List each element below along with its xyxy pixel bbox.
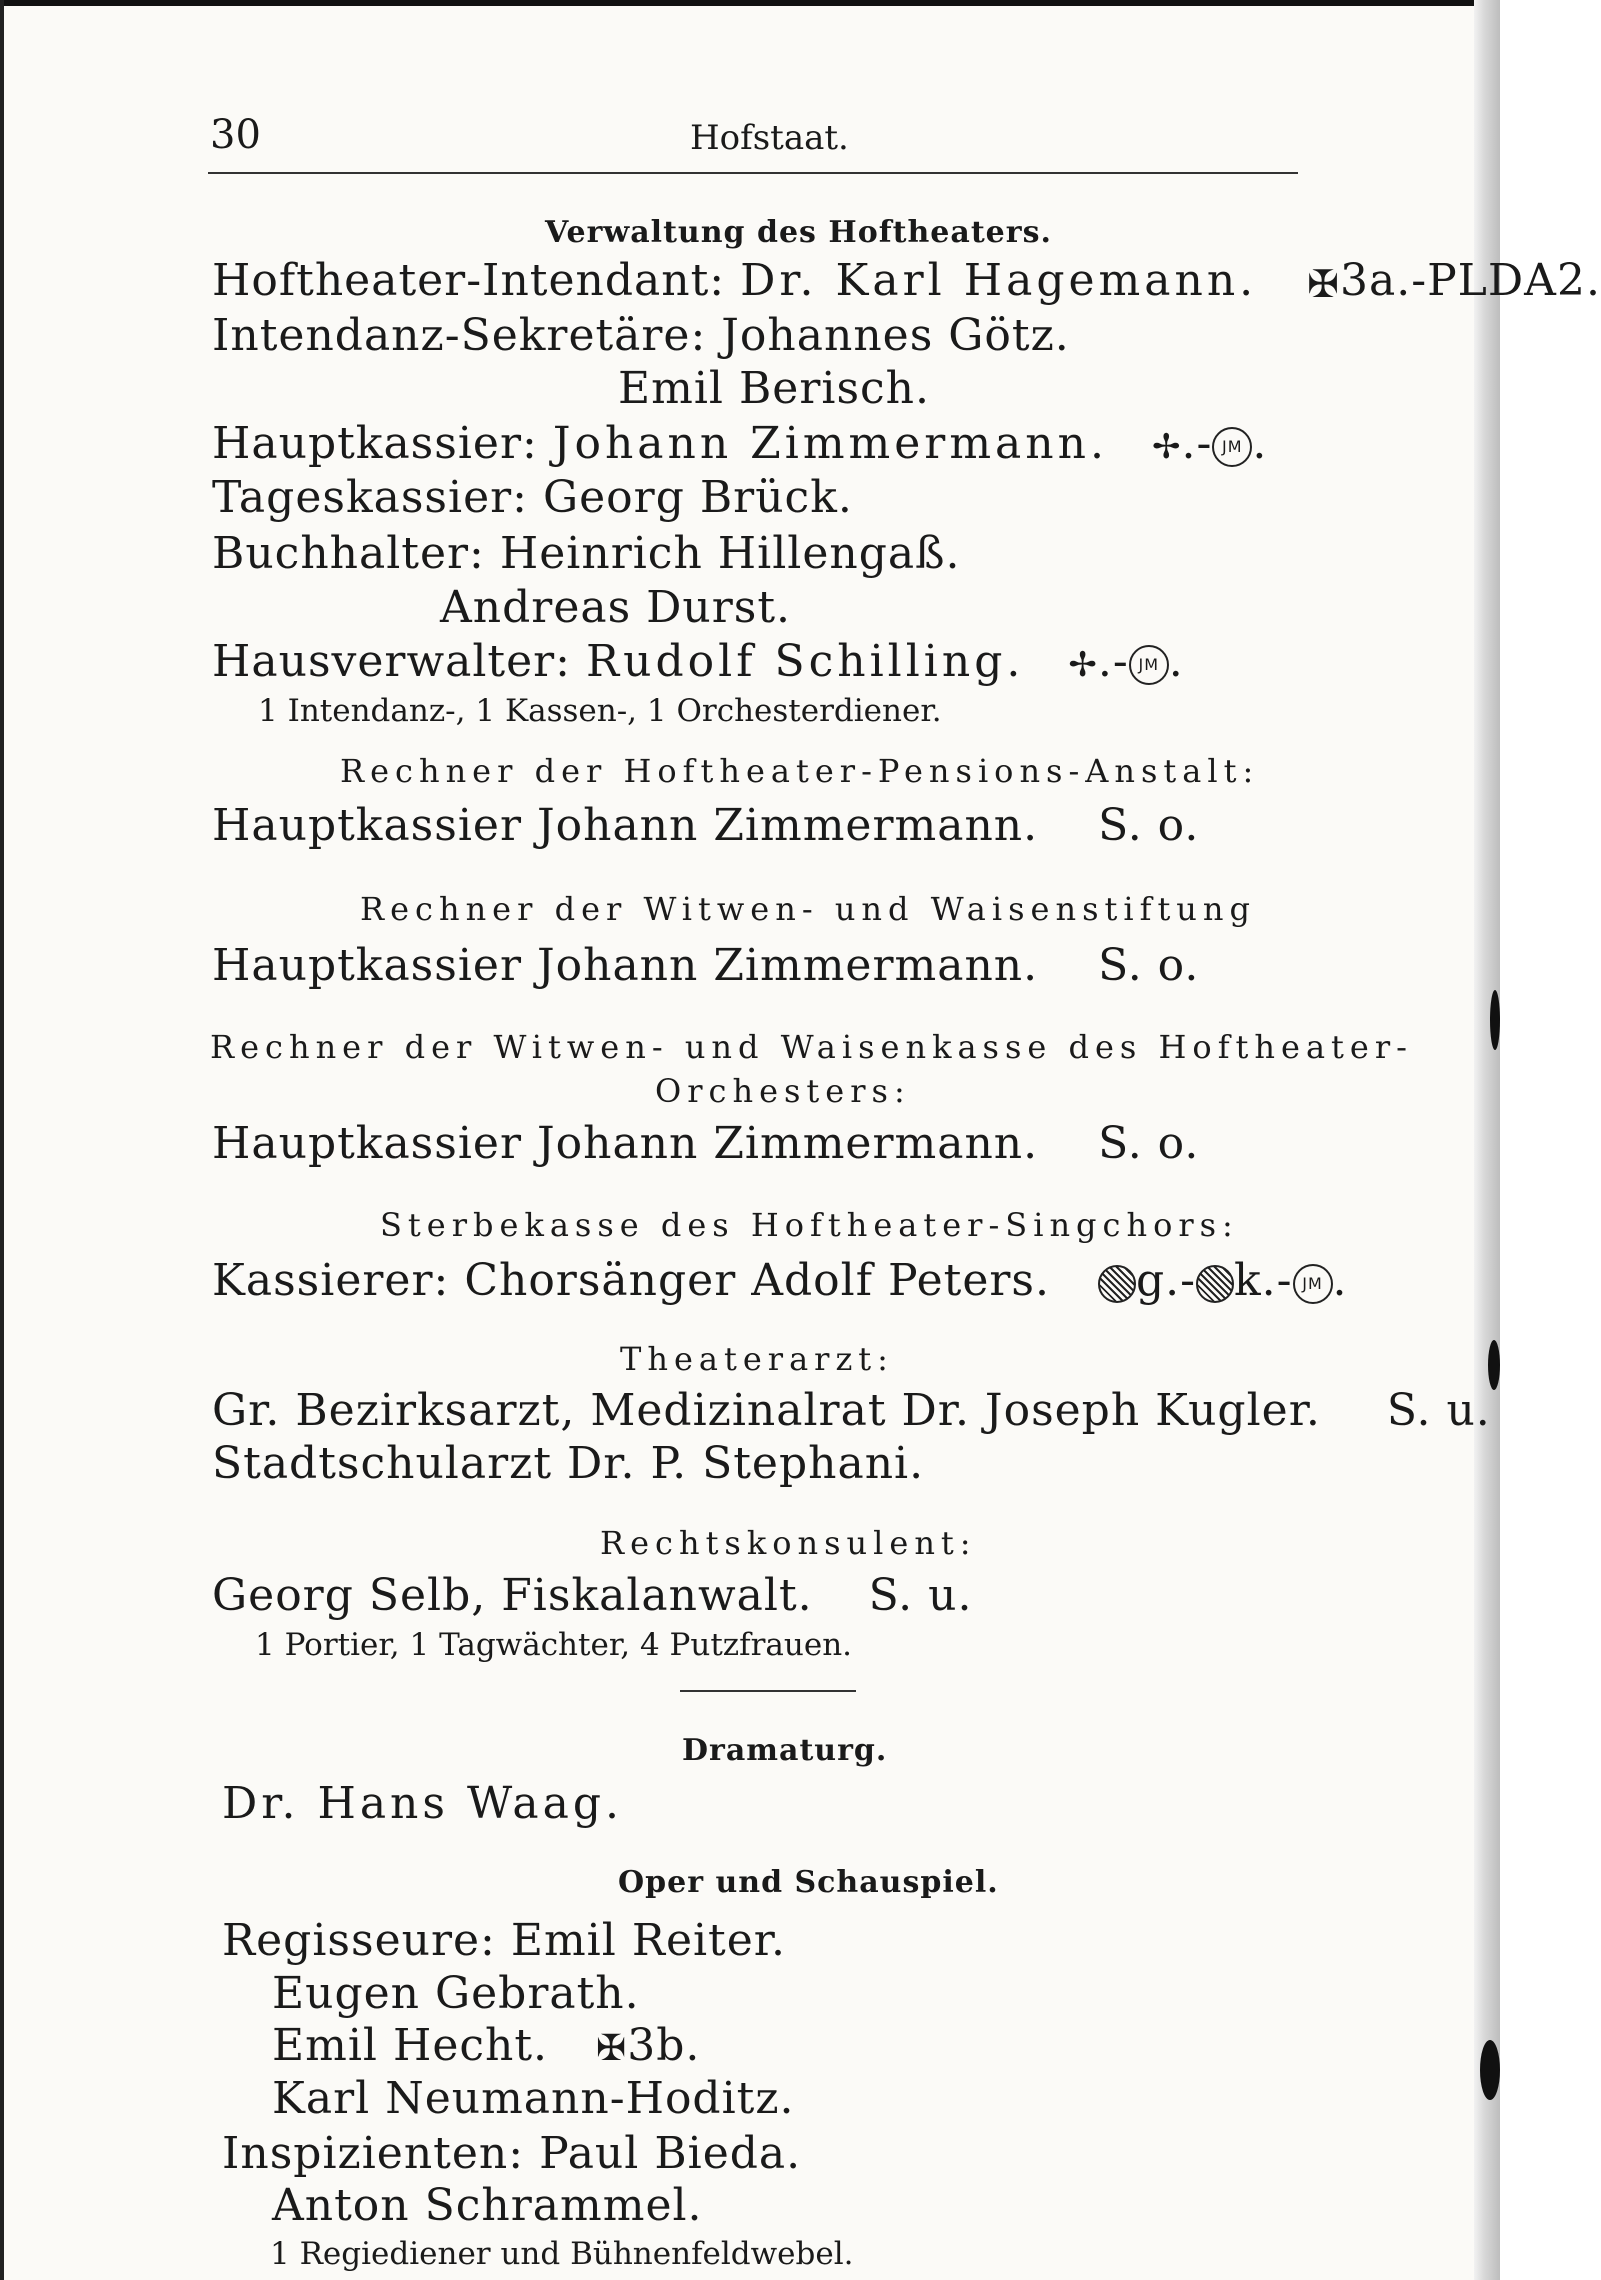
page-number: 30 — [210, 112, 261, 158]
kassierer-name: Chorsänger Adolf Peters. — [464, 1255, 1050, 1306]
jm-medal-icon: JM — [1212, 427, 1252, 467]
hausverwalter-name: Rudolf Schilling. — [586, 636, 1025, 687]
honor-suffix: .- — [1097, 636, 1129, 687]
singchor-entry-line: Kassierer: Chorsänger Adolf Peters. g.- k.- JM . — [212, 1255, 1348, 1306]
regisseur-3-line — [272, 2020, 700, 2071]
section-heading-orchester: Rechner der Witwen- und Waisenkasse des Hoftheater- — [210, 1028, 1413, 1066]
regisseur-name: Emil Reiter. — [510, 1915, 786, 1966]
staff-note: 1 Portier, 1 Tagwächter, 4 Putzfrauen. — [255, 1627, 853, 1663]
intendant-honors: 3a.-PLDA2. — [1340, 255, 1601, 306]
sekretaere-line — [212, 310, 1070, 361]
buchhalter-2-line — [440, 582, 791, 633]
honor-suffix: g.- — [1135, 1255, 1197, 1306]
section-heading-dramaturg: Dramaturg. — [682, 1733, 888, 1768]
scan-edge-right — [1474, 0, 1500, 2280]
section-heading-witwen: Rechner der Witwen- und Waisenstiftung — [360, 890, 1256, 928]
hauptkassier-line: Hauptkassier: Johann Zimmermann. ✢.- JM . — [212, 418, 1268, 469]
regisseur-name: Emil Hecht. — [272, 2020, 549, 2071]
theaterarzt-line-2 — [212, 1438, 924, 1489]
honor-suffix: .- — [1181, 418, 1213, 469]
section-heading-theaterarzt: Theaterarzt: — [620, 1340, 894, 1378]
order-cross-icon: ✠ — [1307, 261, 1340, 306]
theaterarzt-line-1 — [212, 1385, 1491, 1436]
sekretaere-label: Intendanz-Sekretäre: — [212, 310, 707, 361]
scan-artifact — [1488, 1340, 1500, 1390]
regisseur-honor: 3b. — [627, 2020, 701, 2071]
section-heading-verwaltung: Verwaltung des Hoftheaters. — [545, 215, 1052, 250]
intendant-line — [212, 255, 1601, 306]
sekretaer-name: Emil Berisch. — [618, 363, 930, 414]
witwen-entry: Hauptkassier Johann Zimmermann. — [212, 940, 1039, 991]
sekretaer-2-line — [618, 363, 930, 414]
dramaturg-entry: Dr. Hans Waag. — [222, 1778, 623, 1829]
order-cross-icon: ✠ — [596, 2028, 628, 2069]
section-heading-rechtskonsulent: Rechtskonsulent: — [600, 1524, 977, 1562]
section-heading-oper: Oper und Schauspiel. — [618, 1865, 999, 1900]
hatched-medal-icon — [1098, 1265, 1136, 1303]
intendant-label: Hoftheater-Intendant: — [212, 255, 726, 306]
scan-artifact — [1490, 990, 1500, 1050]
regiediener-note: 1 Regiediener und Bühnenfeldwebel. — [270, 2236, 854, 2272]
hausverwalter-line: Hausverwalter: Rudolf Schilling. ✢.- JM . — [212, 636, 1184, 687]
regisseur-4-line — [272, 2073, 795, 2124]
cross-reference: S. o. — [1098, 800, 1200, 851]
buchhalter-name: Heinrich Hillengaß. — [499, 528, 961, 579]
jm-medal-icon: JM — [1293, 1264, 1333, 1304]
pensions-entry: Hauptkassier Johann Zimmermann. — [212, 800, 1039, 851]
regisseur-2-line — [272, 1968, 640, 2019]
intendant-name: Dr. Karl Hagemann. — [740, 255, 1258, 306]
honor-suffix: k.- — [1234, 1255, 1293, 1306]
inspizient-2-line — [272, 2180, 703, 2231]
theaterarzt-entry: Gr. Bezirksarzt, Medizinalrat Dr. Joseph Kugler. — [212, 1385, 1321, 1436]
rechtskonsulent-entry-line — [212, 1570, 972, 1621]
hauptkassier-label: Hauptkassier: — [212, 418, 538, 469]
section-heading-orchester-cont: Orchesters: — [655, 1072, 911, 1110]
section-heading-singchor: Sterbekasse des Hoftheater-Singchors: — [380, 1206, 1239, 1244]
hausverwalter-label: Hausverwalter: — [212, 636, 571, 687]
cross-medal-icon: ✢ — [1068, 644, 1098, 685]
header-rule — [208, 172, 1298, 174]
buchhalter-label: Buchhalter: — [212, 528, 485, 579]
inspizienten-label: Inspizienten: — [222, 2128, 525, 2179]
buchhalter-name: Andreas Durst. — [440, 582, 792, 633]
dramaturg-name — [222, 1778, 623, 1829]
cross-reference: S. o. — [1098, 940, 1200, 991]
inspizient-name: Paul Bieda. — [539, 2128, 802, 2179]
sekretaer-name: Johannes Götz. — [721, 310, 1070, 361]
diener-note: 1 Intendanz-, 1 Kassen-, 1 Orchesterdiener. — [258, 693, 942, 729]
scan-artifact — [1480, 2040, 1500, 2100]
section-heading-pensions: Rechner der Hoftheater-Pensions-Anstalt: — [340, 752, 1260, 790]
tageskassier-label: Tageskassier: — [212, 472, 528, 523]
rechtskonsulent-entry: Georg Selb, Fiskalanwalt. — [212, 1570, 813, 1621]
orchester-entry-line — [212, 1118, 1199, 1169]
regisseur-name: Eugen Gebrath. — [272, 1968, 640, 2019]
buchhalter-line — [212, 528, 961, 579]
scan-edge-left — [0, 0, 4, 2280]
scan-edge-top — [0, 0, 1500, 6]
running-head: Hofstaat. — [690, 118, 849, 158]
regisseur-name: Karl Neumann-Hoditz. — [272, 2073, 795, 2124]
cross-medal-icon: ✢ — [1151, 426, 1182, 467]
inspizient-name: Anton Schrammel. — [272, 2180, 703, 2231]
kassierer-label: Kassierer: — [212, 1255, 450, 1306]
regisseure-label: Regisseure: — [222, 1915, 496, 1966]
jm-medal-icon: JM — [1129, 645, 1169, 685]
tageskassier-name: Georg Brück. — [542, 472, 853, 523]
witwen-entry-line — [212, 940, 1199, 991]
hatched-medal-icon — [1196, 1265, 1234, 1303]
theaterarzt-entry: Stadtschularzt Dr. P. Stephani. — [212, 1438, 925, 1489]
cross-reference: S. o. — [1098, 1118, 1200, 1169]
regisseure-line — [222, 1915, 786, 1966]
cross-reference: S. u. — [868, 1570, 973, 1621]
hauptkassier-name: Johann Zimmermann. — [552, 418, 1108, 469]
orchester-entry: Hauptkassier Johann Zimmermann. — [212, 1118, 1039, 1169]
tageskassier-line — [212, 472, 853, 523]
section-separator — [680, 1690, 856, 1692]
inspizienten-line — [222, 2128, 801, 2179]
pensions-entry-line — [212, 800, 1199, 851]
cross-reference: S. u. — [1386, 1385, 1491, 1436]
